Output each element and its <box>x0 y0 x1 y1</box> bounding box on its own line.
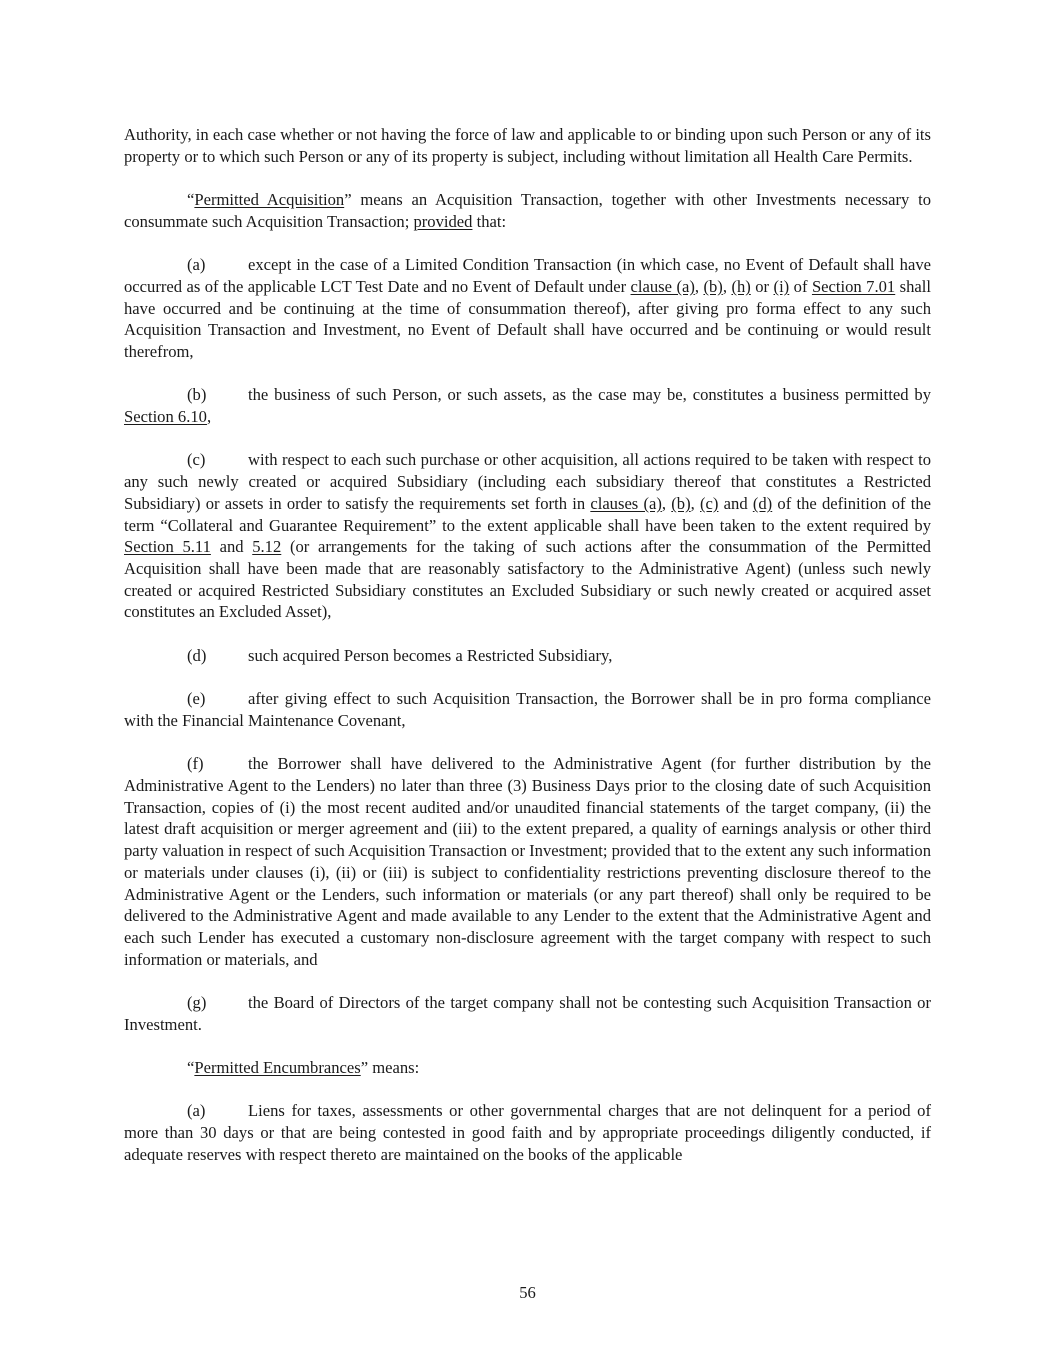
cross-reference: (b) <box>671 493 691 513</box>
cross-reference: clauses (a) <box>590 493 662 513</box>
clause-a: (a) except in the case of a Limited Condition Transaction (in which case, no Event of Default shall have occurred as of the applicable LCT Test Date and no Event of Default under clause (a), (b), (h) or (i) of Section 7.01 shall have occurred and be continuing at the time of consummation thereof), after giving pro forma effect to any such Acquisition Transaction and Investment, no Event of Default shall have occurred and be continuing or would result therefrom, <box>124 255 932 361</box>
provided-term: provided <box>413 211 473 231</box>
document-page <box>124 124 931 1187</box>
clause-label: (c) <box>187 450 206 470</box>
clause-c: (c) with respect to each such purchase or other acquisition, all actions required to be taken with respect to any such newly created or acquired Subsidiary (including each subsidiary thereof that constitutes a Restricted Subsidiary) or assets in order to satisfy the requirements set forth in clauses (a), (b), (c) and (d) of the definition of the term “Collateral and Guarantee Requirement” to the extent applicable shall have been taken to the extent required by Section 5.11 and 5.12 (or arrangements for the taking of such actions after the consummation of the Permitted Acquisition shall have been made that are reasonably satisfactory to the Administrative Agent) (unless such newly created or acquired Restricted Subsidiary constitutes an Excluded Subsidiary or such newly created or acquired asset constitutes an Excluded Asset), <box>124 450 932 622</box>
clause-label: (a) <box>187 1101 206 1121</box>
clause-label: (g) <box>187 993 207 1012</box>
cross-reference: (i) <box>773 276 790 296</box>
clause-f: (f) the Borrower shall have delivered to the Administrative Agent (for further distribution by the Administrative Agent to the Lenders) no later than three (3) Business Days prior to the closing date of such Acquisition Transaction, copies of (i) the most recent audited and/or unaudited financial statements of the target company, (ii) the latest draft acquisition or merger agreement and (iii) to the extent prepared, a quality of earnings analysis or other third party valuation in respect of such Acquisition Transaction or Investment; provided that to the extent any such information or materials under clauses (i), (ii) or (iii) is subject to confidentiality restrictions preventing disclosure thereof to the Administrative Agent or the Lenders, such information or materials (or any part thereof) shall only be required to be delivered to the Administrative Agent and made available to any Lender to the extent that the Administrative Agent and each such Lender has executed a customary non-disclosure agreement with the target company with respect to such information or materials, and <box>124 754 931 969</box>
cross-reference: (h) <box>731 276 751 296</box>
clause-label: (e) <box>187 689 206 709</box>
cross-reference: 5.12 <box>252 537 282 557</box>
cross-reference: (c) <box>700 493 719 513</box>
cross-reference: Section 7.01 <box>811 276 896 296</box>
clause-label: (b) <box>187 385 207 405</box>
defined-term: Permitted Encumbrances <box>194 1058 361 1078</box>
clause-b: (b) the business of such Person, or such assets, as the case may be, constitutes a business permitted by Section 6.10, <box>124 385 931 427</box>
cross-reference: (d) <box>752 493 773 513</box>
encumbrance-clause-a: (a) Liens for taxes, assessments or other governmental charges that are not delinquent for a period of more than 30 days or that are being contested in good faith and by appropriate proceedings diligently conducted, if adequate reserves with respect thereto are maintained on the books of the applicable <box>124 1101 931 1164</box>
definition-permitted-encumbrances: “Permitted Encumbrances” means: <box>187 1058 420 1078</box>
defined-term: Permitted Acquisition <box>194 190 345 210</box>
cross-reference: Section 5.11 <box>124 537 211 557</box>
clause-label: (f) <box>187 754 204 774</box>
paragraph-intro: Authority, in each case whether or not having the force of law and applicable to or binding upon such Person or any of its property or to which such Person or any of its property is subject, including without limitation all Health Care Permits. <box>124 125 931 166</box>
clause-g: (g) the Board of Directors of the target company shall not be contesting such Acquisition Transaction or Investment. <box>124 993 931 1034</box>
definition-permitted-acquisition: “Permitted Acquisition” means an Acquisition Transaction, together with other Investments necessary to consummate such Acquisition Transaction; provided that: <box>124 190 931 231</box>
cross-reference: Section 6.10 <box>124 407 207 427</box>
clause-e: (e) after giving effect to such Acquisition Transaction, the Borrower shall be in pro forma compliance with the Financial Maintenance Covenant, <box>124 689 931 730</box>
cross-reference: (b) <box>703 276 723 296</box>
clause-label: (a) <box>187 255 206 275</box>
clause-d: (d) such acquired Person becomes a Restricted Subsidiary, <box>187 645 613 665</box>
page-number: 56 <box>519 1283 536 1302</box>
cross-reference: clause (a) <box>630 276 695 296</box>
clause-label: (d) <box>187 645 207 665</box>
